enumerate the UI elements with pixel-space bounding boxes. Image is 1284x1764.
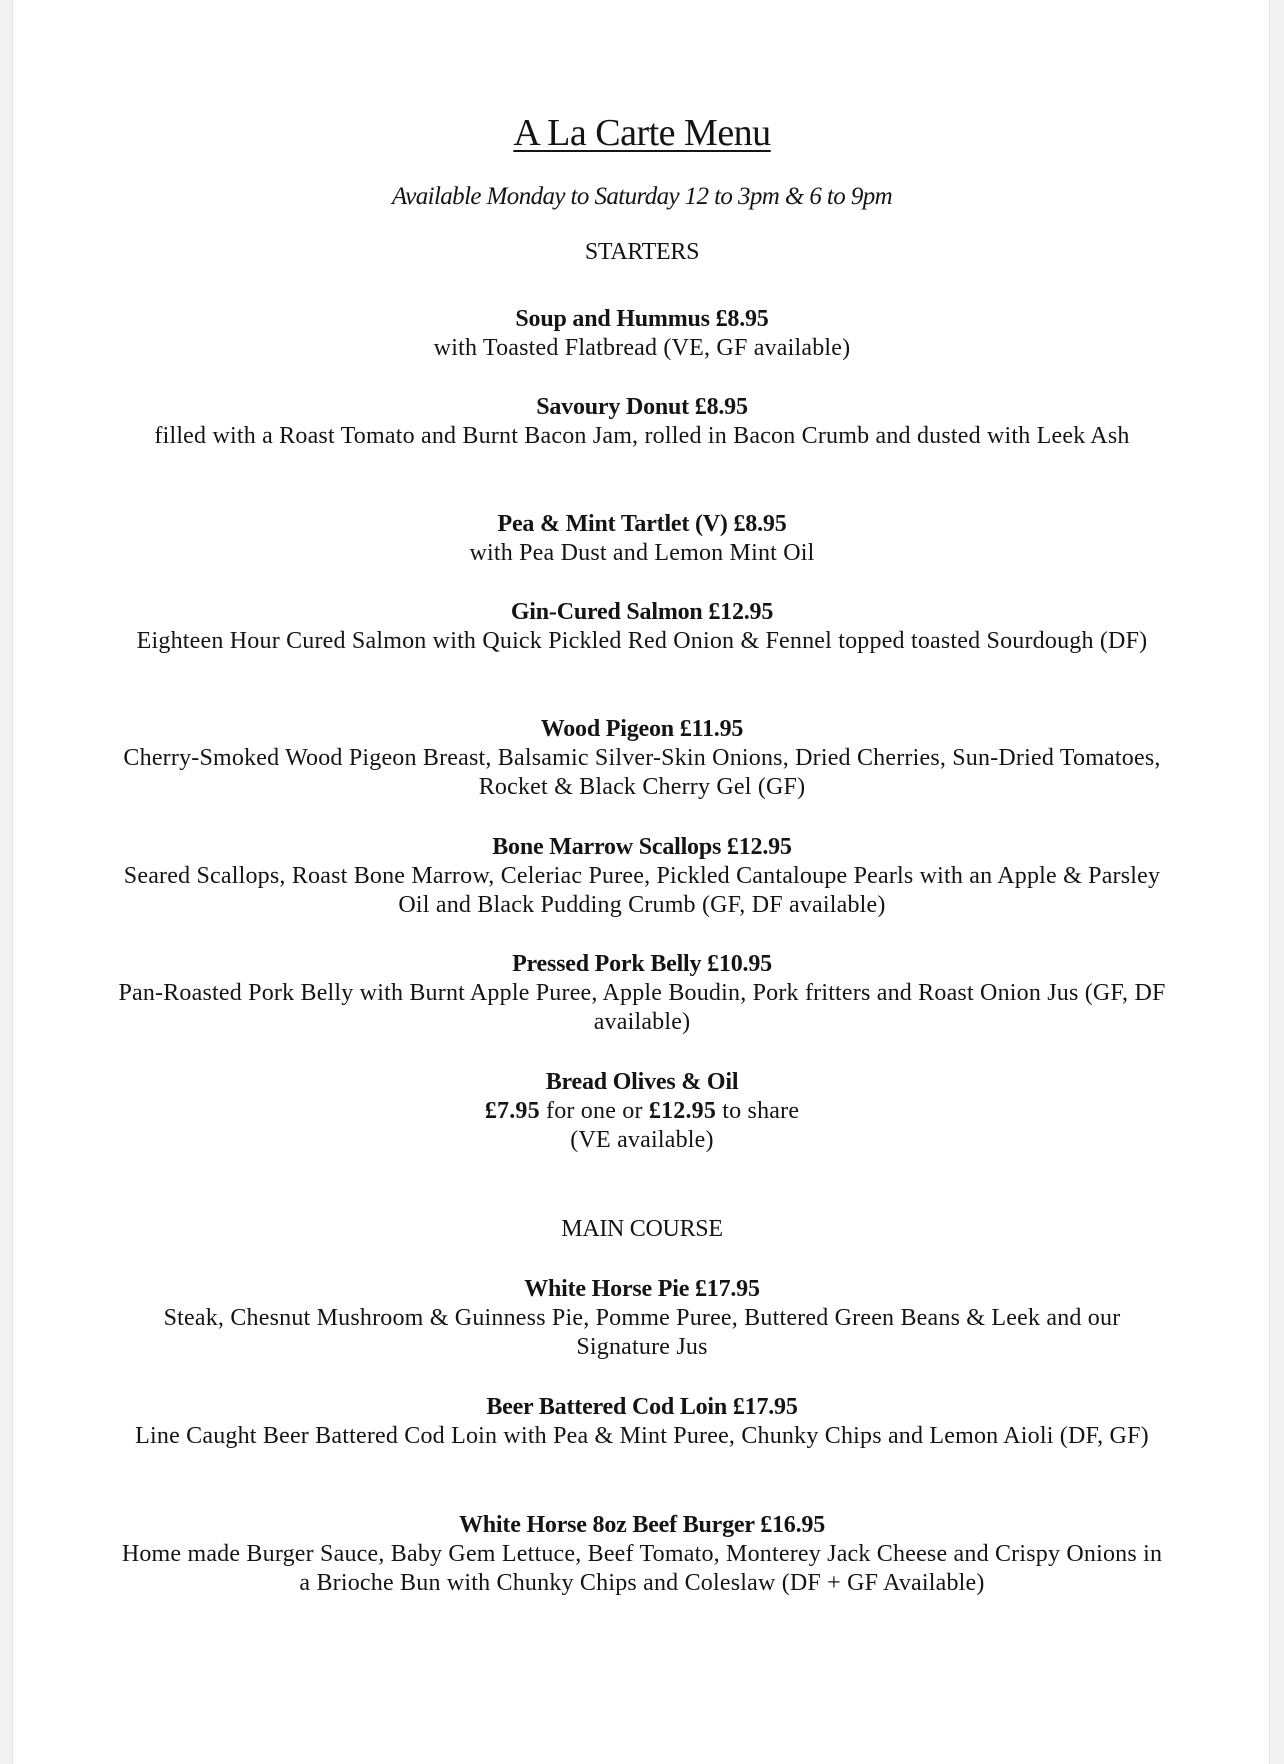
bread-note: (VE available) [570, 1127, 714, 1153]
item-name: White Horse Pie £17.95 [524, 1276, 760, 1302]
price-one: £7.95 [484, 1098, 540, 1124]
menu-availability: Available Monday to Saturday 12 to 3pm & 6 to 9pm [391, 183, 893, 210]
menu-item [13, 304, 1271, 363]
item-description: with Toasted Flatbread (VE, GF available) [433, 335, 851, 361]
menu-item [13, 832, 1271, 920]
menu-item [13, 509, 1271, 568]
item-name: Soup and Hummus £8.95 [515, 306, 769, 332]
item-description: Pan-Roasted Pork Belly with Burnt Apple Puree, Apple Boudin, Pork fritters and Roast Onion Jus (GF, DF available) [118, 980, 1166, 1035]
item-description: filled with a Roast Tomato and Burnt Bacon Jam, rolled in Bacon Crumb and dusted with Leek Ash [154, 423, 1130, 449]
item-description: Seared Scallops, Roast Bone Marrow, Celeriac Puree, Pickled Cantaloupe Pearls with an Apple & Parsley Oil and Black Pudding Crumb (GF, DF available) [123, 863, 1161, 918]
item-name: Savoury Donut £8.95 [536, 394, 748, 420]
item-name: Pressed Pork Belly £10.95 [512, 951, 772, 977]
item-description: Line Caught Beer Battered Cod Loin with Pea & Mint Puree, Chunky Chips and Lemon Aioli (DF, GF) [135, 1423, 1149, 1449]
main-course-heading: MAIN COURSE [561, 1216, 723, 1242]
menu-item [13, 1274, 1271, 1362]
item-description: Eighteen Hour Cured Salmon with Quick Pickled Red Onion & Fennel topped toasted Sourdough (DF) [136, 628, 1148, 654]
item-name: Pea & Mint Tartlet (V) £8.95 [497, 511, 787, 537]
bread-item [13, 1067, 1271, 1155]
item-description: Home made Burger Sauce, Baby Gem Lettuce, Beef Tomato, Monterey Jack Cheese and Crispy Onions in a Brioche Bun with Chunky Chips and Coleslaw (DF + GF Available) [121, 1541, 1163, 1596]
price-one-text: for one or [539, 1098, 649, 1124]
menu-item [13, 1510, 1271, 1598]
menu-item [13, 597, 1271, 656]
item-name: Wood Pigeon £11.95 [540, 716, 744, 742]
item-name: Gin-Cured Salmon £12.95 [510, 599, 774, 625]
menu-item [13, 392, 1271, 451]
menu-item [13, 949, 1271, 1037]
menu-page [12, 0, 1270, 1764]
item-description: with Pea Dust and Lemon Mint Oil [469, 540, 815, 566]
item-description: Cherry-Smoked Wood Pigeon Breast, Balsamic Silver-Skin Onions, Dried Cherries, Sun-Dried Tomatoes, Rocket & Black Cherry Gel (GF) [123, 745, 1161, 800]
starters-heading: STARTERS [584, 239, 700, 265]
menu-title: A La Carte Menu [513, 112, 771, 154]
item-name: Bone Marrow Scallops £12.95 [492, 834, 792, 860]
bread-pricing [117, 1097, 1167, 1126]
menu-item [13, 1392, 1271, 1451]
item-name: Bread Olives & Oil [545, 1069, 739, 1095]
price-share-text: to share [716, 1098, 800, 1124]
price-share: £12.95 [648, 1098, 717, 1124]
menu-item [13, 714, 1271, 802]
item-description: Steak, Chesnut Mushroom & Guinness Pie, Pomme Puree, Buttered Green Beans & Leek and our Signature Jus [163, 1305, 1121, 1360]
item-name: White Horse 8oz Beef Burger £16.95 [458, 1512, 825, 1538]
item-name: Beer Battered Cod Loin £17.95 [486, 1394, 798, 1420]
